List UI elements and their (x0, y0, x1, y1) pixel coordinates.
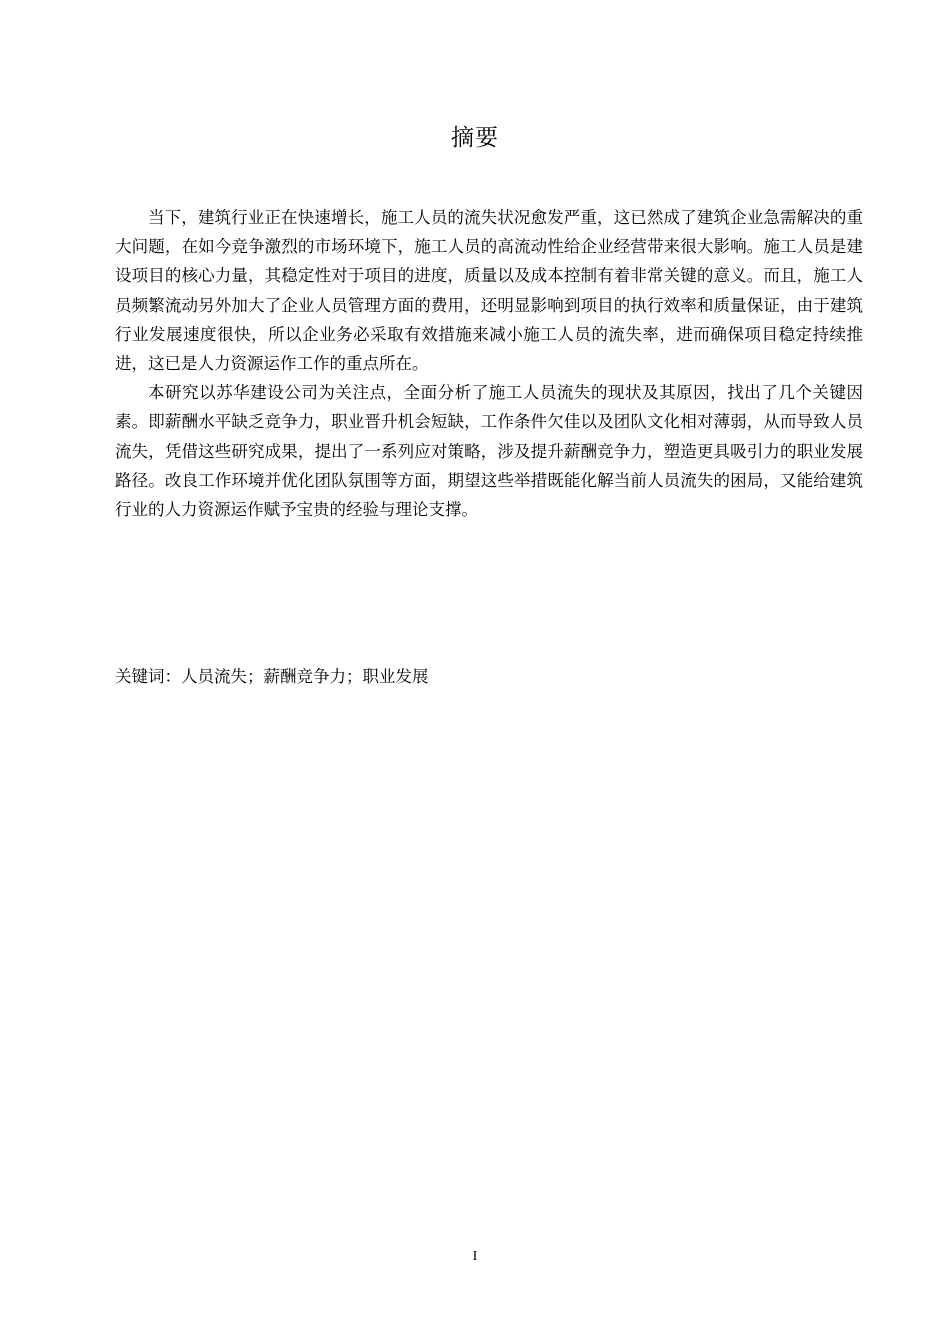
keywords-label: 关键词： (115, 667, 181, 686)
keywords-line (115, 662, 863, 691)
page-number: I (472, 1249, 478, 1264)
abstract-paragraph-2: 本研究以苏华建设公司为关注点，全面分析了施工人员流失的现状及其原因，找出了几个关键因素。即薪酬水平缺乏竞争力，职业晋升机会短缺，工作条件欠佳以及团队文化相对薄弱，从而导致人员流失，凭借这些研究成果，提出了一系列应对策略，涉及提升薪酬竞争力，塑造更具吸引力的职业发展路径。改良工作环境并优化团队氛围等方面，期望这些举措既能化解当前人员流失的困局，又能给建筑行业的人力资源运作赋予宝贵的经验与理论支撑。 (115, 383, 863, 520)
keywords-text: 人员流失；薪酬竞争力；职业发展 (181, 667, 429, 686)
abstract-paragraph-1: 当下，建筑行业正在快速增长，施工人员的流失状况愈发严重，这已然成了建筑企业急需解决的重大问题，在如今竞争激烈的市场环境下，施工人员的高流动性给企业经营带来很大影响。施工人员是建设项目的核心力量，其稳定性对于项目的进度，质量以及成本控制有着非常关键的意义。而且，施工人员频繁流动另外加大了企业人员管理方面的费用，还明显影响到项目的执行效率和质量保证，由于建筑行业发展速度很快，所以企业务必采取有效措施来减小施工人员的流失率，进而确保项目稳定持续推进，这已是人力资源运作工作的重点所在。 (115, 208, 863, 374)
abstract-body (115, 203, 863, 524)
page-title: 摘要 (451, 125, 499, 151)
